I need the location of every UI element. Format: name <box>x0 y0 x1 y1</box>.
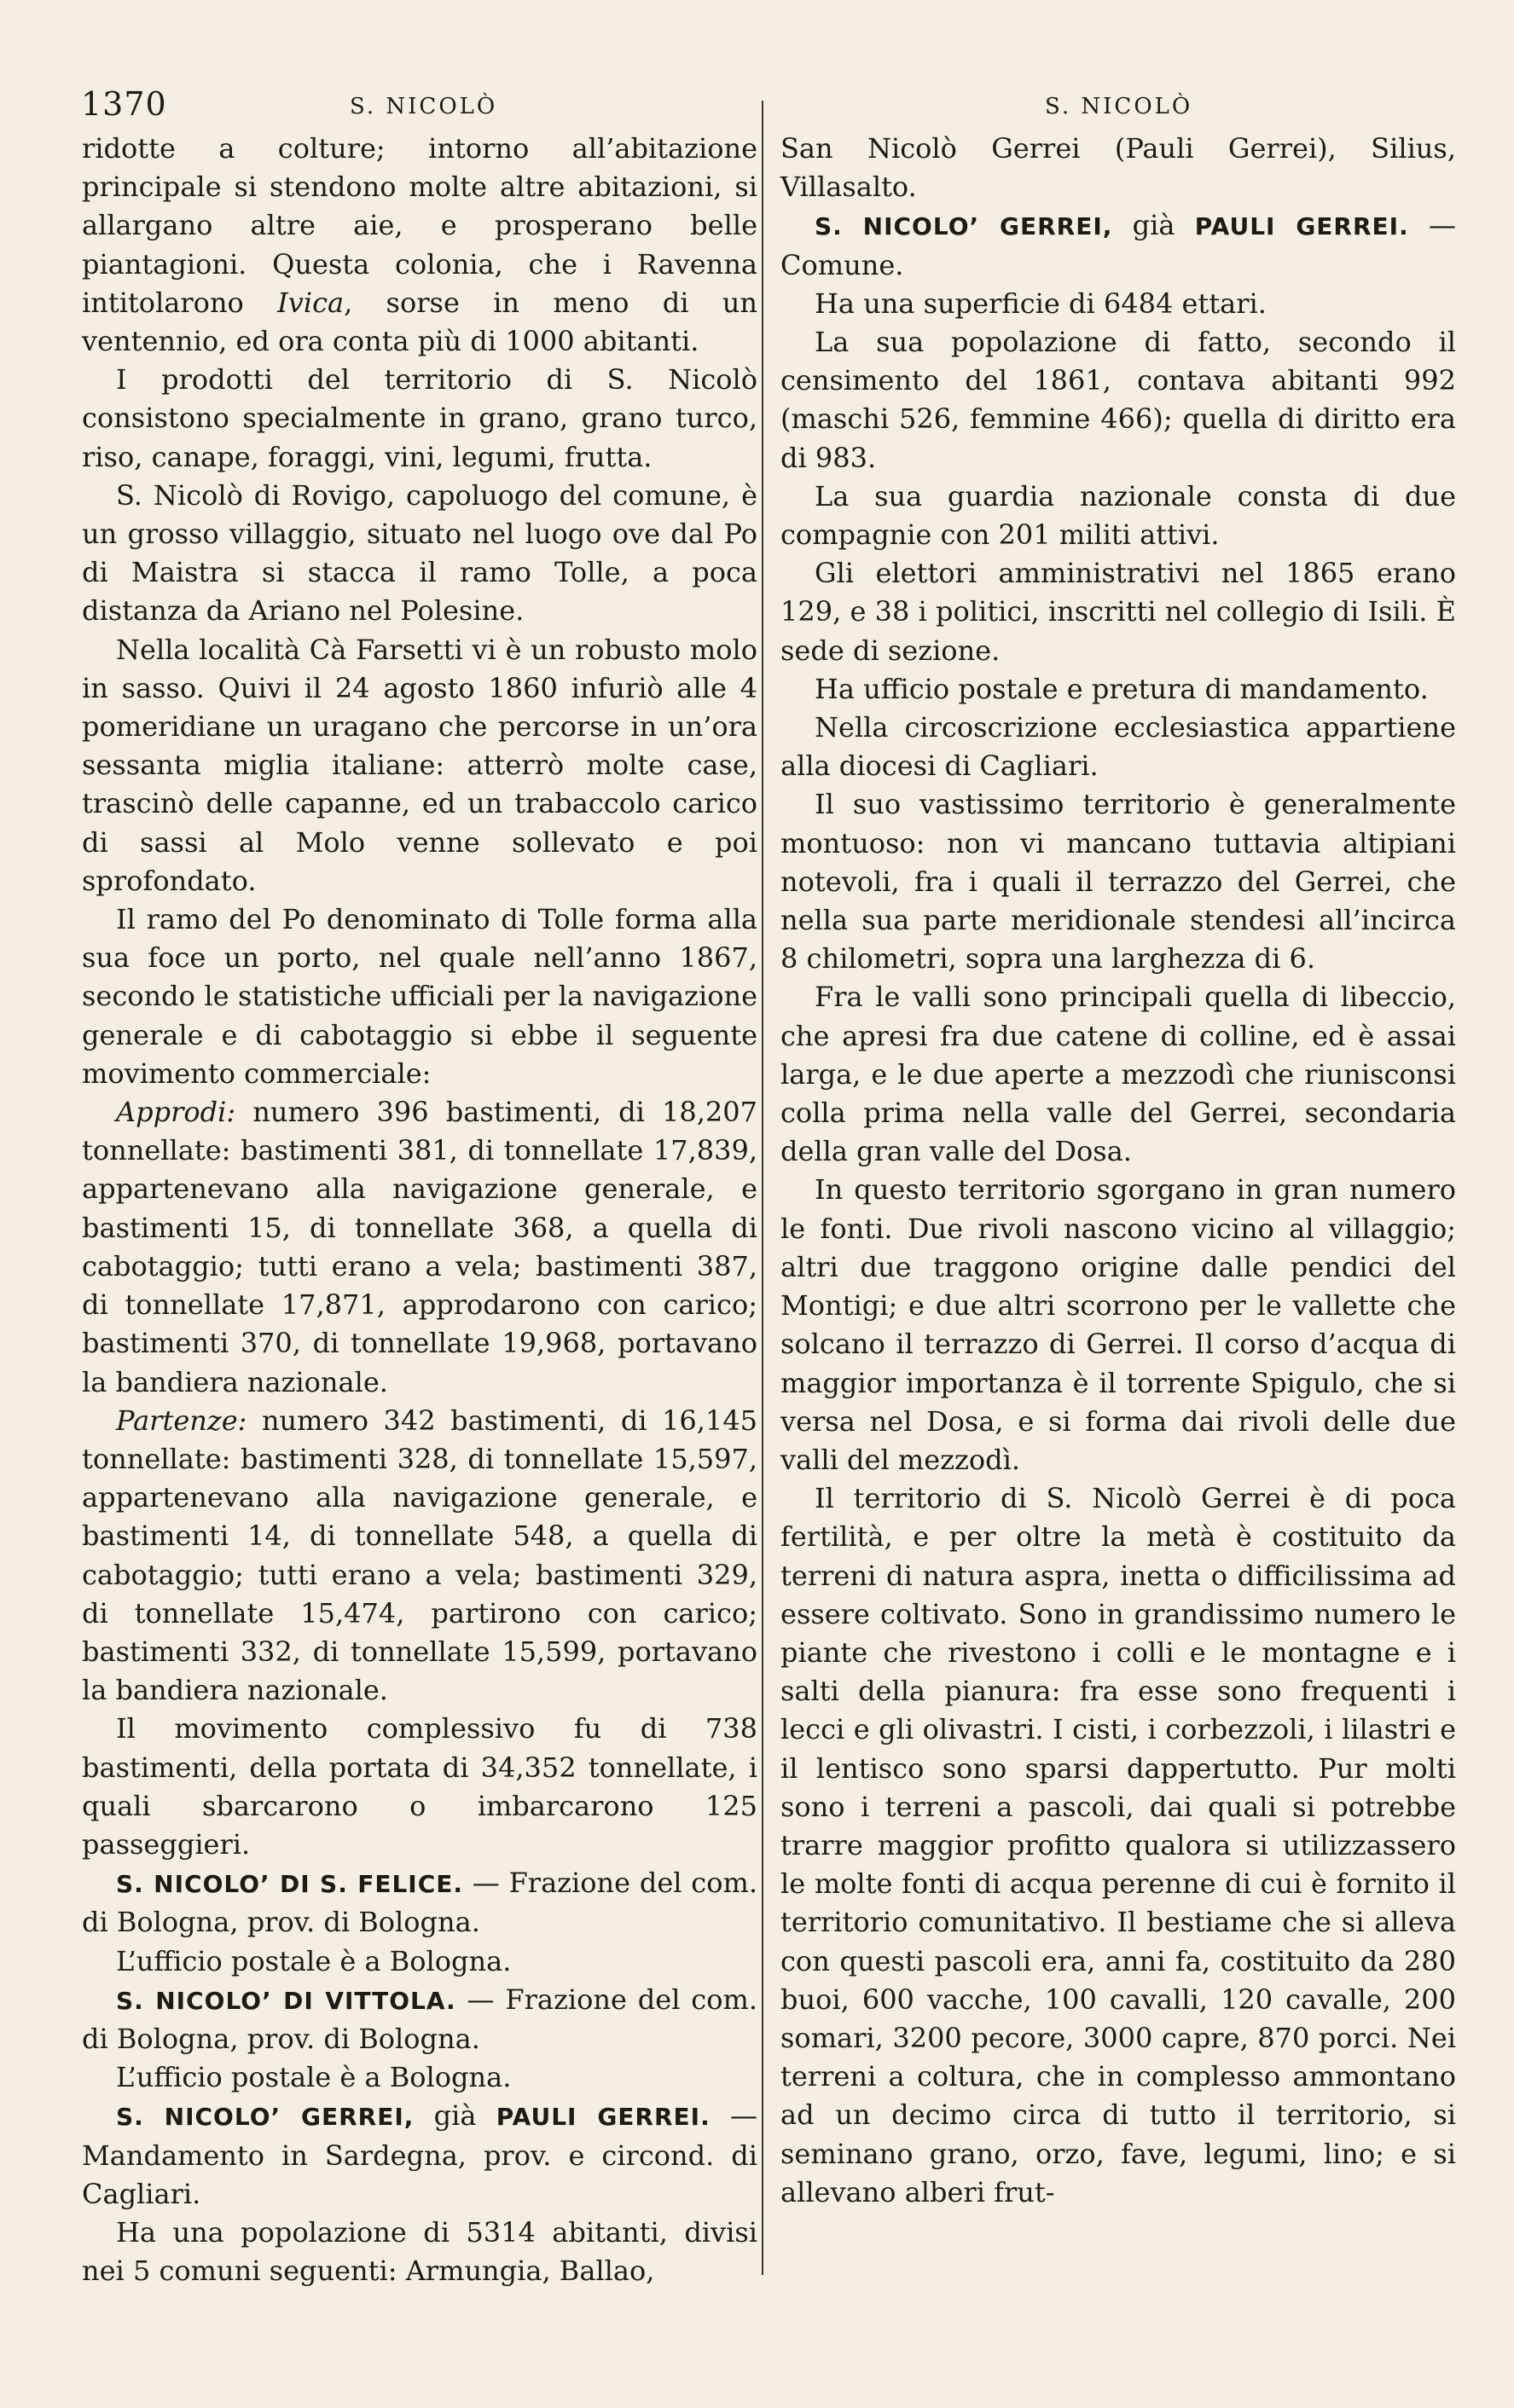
entry-paragraph <box>82 1981 757 2058</box>
paragraph-text: numero 396 bastimenti, di 18,207 tonnellate: bastimenti 381, di tonnellate 17,839, appartenevano alla navigazione generale, e bastimenti 15, di tonnellate 368, a quella di cabotaggio; tutti erano a vela; bastimenti 387, di tonnellate 17,871, approdarono con carico; bastimenti 370, di tonnellate 19,968, portavano la bandiera nazionale. <box>82 1096 757 1398</box>
entry-paragraph <box>82 2097 757 2214</box>
column-divider <box>762 101 763 2275</box>
entry-paragraph <box>82 1864 757 1942</box>
paragraph-text-tail: , sorse in meno di un ventennio, ed ora conta più di 1000 abitanti. <box>82 286 757 358</box>
paragraph-text: In questo territorio sgorgano in gran numero le fonti. Due rivoli nascono vicino al villaggio; altri due traggono origine dalle pendici del Montigi; e due altri scorrono per le vallette che solcano il terrazzo di Gerrei. Il corso d’acqua di maggior importanza è il torrente Spigulo, che si versa nel Dosa, e si forma dai rivoli delle due valli del mezzodì. <box>780 1173 1456 1476</box>
paragraph <box>82 361 757 477</box>
paragraph-text: Il territorio di S. Nicolò Gerrei è di poca fertilità, e per oltre la metà è costituito da terreni di natura aspra, inetta o difficilissima ad essere coltivato. Sono in grandissimo numero le piante che rivestono i colli e le montagne e i salti della pianura: fra esse sono frequenti i lecci e gli olivastri. I cisti, i corbezzoli, i lilastri e il lentisco sono sparsi dappertutto. Pur molti sono i terreni a pascoli, dai quali si potrebbe trarre maggior profitto qualora si utilizzassero le molte fonti di acqua perenne di cui è fornito il territorio comunitativo. Il bestiame che si alleva con questi pascoli era, anni fa, costituito da 280 buoi, 600 vacche, 100 cavalli, 120 cavalle, 200 somari, 3200 pecore, 3000 capre, 870 porci. Nei terreni a coltura, che in complesso ammontano ad un decimo circa di tutto il territorio, si seminano grano, orzo, fave, legumi, lino; e si allevano alberi frut- <box>780 1482 1456 2208</box>
italic-lead: Approdi: <box>116 1096 236 1129</box>
entry-heading: S. NICOLO’ GERREI, <box>116 2103 415 2132</box>
paragraph-text: La sua popolazione di fatto, secondo il censimento del 1861, contava abitanti 992 (maschi 526, femmine 466); quella di diritto era di 983. <box>780 326 1456 474</box>
paragraph-text: L’ufficio postale è a Bologna. <box>116 1944 512 1977</box>
paragraph <box>780 554 1456 670</box>
right-column <box>780 130 1456 2212</box>
entry-heading-alt: PAULI GERREI. <box>496 2103 711 2132</box>
paragraph-text: Il suo vastissimo territorio è generalmente montuoso: non vi mancano tuttavia altipiani notevoli, fra i quali il terrazzo del Gerrei, che nella sua parte meridionale stendesi all’incirca 8 chilometri, sopra una larghezza di 6. <box>780 788 1456 975</box>
paragraph-text: Ha una superficie di 6484 ettari. <box>815 287 1267 320</box>
paragraph <box>82 2214 757 2290</box>
paragraph <box>82 477 757 631</box>
paragraph-text: Nella località Cà Farsetti vi è un robusto molo in sasso. Quivi il 24 agosto 1860 infuriò alle 4 pomeridiane un uragano che percorse in un’ora sessanta miglia italiane: atterrò molte case, trascinò delle capanne, ed un trabaccolo carico di sassi al Molo venne sollevato e poi sprofondato. <box>82 633 757 897</box>
paragraph-text: Fra le valli sono principali quella di libeccio, che apresi fra due catene di colline, ed è assai larga, e le due aperte a mezzodì che riunisconsi colla prima nella valle del Gerrei, secondaria della gran valle del Dosa. <box>780 981 1456 1168</box>
paragraph <box>82 1402 757 1710</box>
entry-heading-alt: PAULI GERREI. <box>1194 212 1409 241</box>
paragraph-text: — Frazione del com. di Bologna, prov. di Bologna. <box>82 1867 757 1939</box>
entry-paragraph <box>780 206 1456 284</box>
paragraph <box>780 323 1456 478</box>
paragraph <box>780 785 1456 978</box>
paragraph-text: Nella circoscrizione ecclesiastica appartiene alla diocesi di Cagliari. <box>780 711 1456 783</box>
entry-connector: già <box>1112 209 1195 242</box>
italic-word: Ivica <box>277 286 345 319</box>
paragraph-text: Ha ufficio postale e pretura di mandamento. <box>815 672 1429 705</box>
paragraph-text: — Frazione del com. di Bologna, prov. di Bologna. <box>82 1983 758 2055</box>
paragraph <box>82 900 757 1093</box>
paragraph-text: Il ramo del Po denominato di Tolle forma alla sua foce un porto, nel quale nell’anno 1867, secondo le statistiche ufficiali per la navigazione generale e di cabotaggio si ebbe il seguente movimento commerciale: <box>82 903 757 1090</box>
paragraph-text: San Nicolò Gerrei (Pauli Gerrei), Silius, Villasalto. <box>780 132 1456 204</box>
paragraph-text: I prodotti del territorio di S. Nicolò consistono specialmente in grano, grano turco, riso, canape, foraggi, vini, legumi, frutta. <box>82 363 757 473</box>
paragraph-text: Ha una popolazione di 5314 abitanti, divisi nei 5 comuni seguenti: Armungia, Ballao, <box>82 2215 757 2288</box>
paragraph-text: Gli elettori amministrativi nel 1865 erano 129, e 38 i politici, inscritti nel collegio di Isili. È sede di sezione. <box>780 557 1456 667</box>
paragraph <box>780 670 1456 709</box>
running-head-left: S. NICOLÒ <box>350 94 498 119</box>
entry-heading: S. NICOLO’ GERREI, <box>815 212 1113 241</box>
paragraph-text: La sua guardia nazionale consta di due compagnie con 201 militi attivi. <box>780 479 1456 552</box>
paragraph <box>82 1942 757 1981</box>
italic-lead: Partenze: <box>116 1404 247 1437</box>
page-header <box>0 85 1514 128</box>
paragraph <box>82 631 757 900</box>
paragraph-text: ridotte a colture; intorno all’abitazione principale si stendono molte altre abitazioni, si allargano altre aie, e prosperano belle piantagioni. Questa colonia, che i Ravenna intitolarono <box>82 132 757 319</box>
paragraph <box>780 1479 1456 2212</box>
paragraph <box>780 709 1456 785</box>
paragraph <box>82 1710 757 1864</box>
paragraph-text: — Comune. <box>780 209 1456 281</box>
paragraph-text: numero 342 bastimenti, di 16,145 tonnellate: bastimenti 328, di tonnellate 15,597, appartenevano alla navigazione generale, e bastimenti 14, di tonnellate 548, a quella di cabotaggio; tutti erano a vela; bastimenti 329, di tonnellate 15,474, partirono con carico; bastimenti 332, di tonnellate 15,599, portavano la bandiera nazionale. <box>82 1404 757 1707</box>
paragraph-text: Il movimento complessivo fu di 738 bastimenti, della portata di 34,352 tonnellate, i quali sbarcarono o imbarcarono 125 passeggieri. <box>82 1712 757 1861</box>
entry-heading: S. NICOLO’ DI VITTOLA. <box>116 1986 456 2015</box>
paragraph-text: L’ufficio postale è a Bologna. <box>116 2061 512 2094</box>
paragraph-text: — Mandamento in Sardegna, prov. e circond. di Cagliari. <box>82 2099 757 2210</box>
paragraph <box>780 285 1456 323</box>
left-column <box>82 130 757 2290</box>
paragraph <box>780 1171 1456 1479</box>
entry-heading: S. NICOLO’ DI S. FELICE. <box>116 1870 464 1899</box>
running-head-right: S. NICOLÒ <box>1045 94 1193 119</box>
paragraph <box>780 478 1456 554</box>
entry-connector: già <box>414 2099 496 2133</box>
paragraph <box>780 978 1456 1171</box>
paragraph <box>82 2058 757 2097</box>
page-number: 1370 <box>81 85 167 123</box>
paragraph-text: S. Nicolò di Rovigo, capoluogo del comune, è un grosso villaggio, situato nel luogo ove dal Po di Maistra si stacca il ramo Tolle, a poca distanza da Ariano nel Polesine. <box>82 478 757 628</box>
paragraph <box>780 130 1456 206</box>
paragraph <box>82 130 757 361</box>
paragraph <box>82 1093 757 1402</box>
